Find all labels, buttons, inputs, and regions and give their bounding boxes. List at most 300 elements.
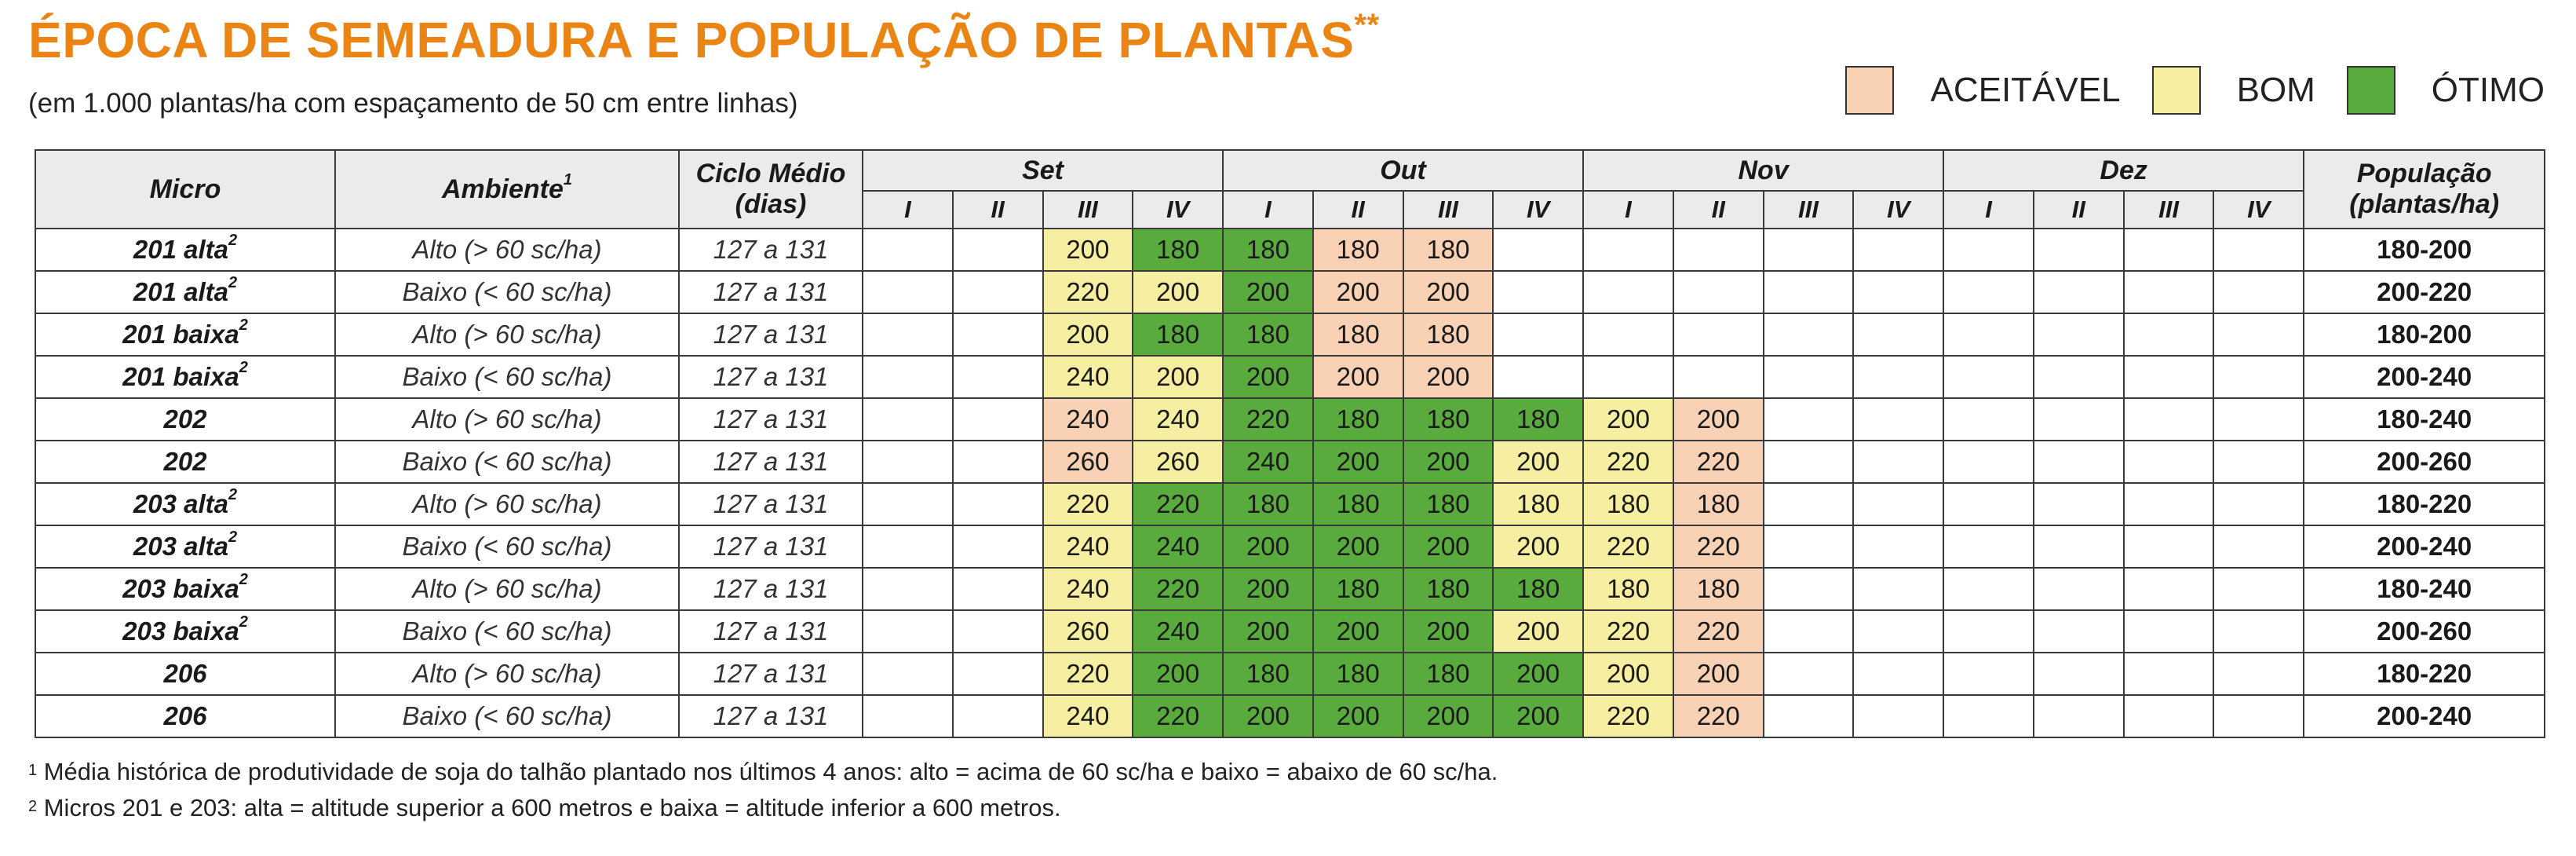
cell-ciclo: 127 a 131	[679, 653, 863, 695]
cell-week-value: 260	[1043, 441, 1133, 483]
header-ciclo-line1: Ciclo Médio	[695, 159, 846, 188]
cell-week-value	[1853, 568, 1943, 610]
cell-week-value	[2213, 568, 2304, 610]
cell-populacao: 200-260	[2304, 441, 2545, 483]
cell-week-value: 200	[1403, 525, 1494, 568]
header-week: I	[1583, 191, 1673, 229]
legend-label-aceitavel: ACEITÁVEL	[1930, 71, 2121, 109]
legend-item-bom	[2152, 66, 2315, 115]
header-week: I	[1223, 191, 1313, 229]
cell-week-value	[1943, 313, 2034, 356]
cell-week-value	[1853, 610, 1943, 653]
cell-micro-text: 201 baixa	[122, 362, 239, 391]
cell-week-value	[1943, 483, 2034, 525]
cell-ciclo: 127 a 131	[679, 525, 863, 568]
cell-week-value	[2124, 483, 2214, 525]
header-week: II	[1313, 191, 1403, 229]
cell-week-value	[2034, 568, 2124, 610]
cell-week-value: 180	[1223, 229, 1313, 271]
header-pop-line2: (plantas/ha)	[2349, 189, 2500, 219]
cell-micro-text: 203 alta	[133, 532, 228, 561]
cell-week-value	[1943, 229, 2034, 271]
cell-week-value	[1764, 525, 1854, 568]
cell-ambiente: Baixo (< 60 sc/ha)	[335, 441, 679, 483]
cell-week-value	[863, 695, 953, 737]
cell-micro-text: 206	[163, 701, 207, 730]
header-ciclo	[679, 150, 863, 229]
sowing-table	[35, 149, 2545, 738]
cell-week-value	[1673, 313, 1764, 356]
cell-week-value	[953, 610, 1043, 653]
cell-week-value: 200	[1133, 653, 1223, 695]
cell-week-value: 220	[1223, 398, 1313, 441]
title-footnote-mark: **	[1354, 8, 1380, 42]
cell-week-value: 200	[1313, 441, 1403, 483]
cell-week-value	[1853, 483, 1943, 525]
cell-week-value	[863, 229, 953, 271]
cell-micro	[35, 229, 335, 271]
cell-week-value: 200	[1133, 271, 1223, 313]
cell-week-value	[1853, 356, 1943, 398]
cell-populacao: 200-240	[2304, 695, 2545, 737]
cell-populacao: 180-220	[2304, 653, 2545, 695]
legend-swatch-otimo	[2347, 66, 2395, 115]
cell-week-value: 200	[1493, 610, 1583, 653]
header-week: I	[1943, 191, 2034, 229]
cell-week-value: 180	[1403, 483, 1494, 525]
cell-week-value: 200	[1313, 610, 1403, 653]
cell-week-value: 200	[1493, 695, 1583, 737]
cell-micro-text: 203 baixa	[122, 616, 239, 646]
header-week: IV	[2213, 191, 2304, 229]
cell-week-value	[2213, 441, 2304, 483]
header-ambiente-text: Ambiente	[441, 174, 564, 204]
cell-week-value: 240	[1043, 525, 1133, 568]
cell-week-value: 180	[1223, 483, 1313, 525]
cell-week-value: 180	[1133, 229, 1223, 271]
cell-week-value	[1853, 441, 1943, 483]
footnote-1-mark: 1	[28, 762, 38, 779]
cell-week-value	[1943, 568, 2034, 610]
cell-micro-sup: 2	[228, 486, 238, 503]
cell-micro	[35, 398, 335, 441]
cell-micro-sup: 2	[239, 316, 248, 334]
cell-populacao: 180-240	[2304, 398, 2545, 441]
table-row	[35, 483, 2545, 525]
cell-week-value	[1764, 229, 1854, 271]
cell-week-value: 200	[1223, 610, 1313, 653]
cell-week-value	[1853, 525, 1943, 568]
cell-populacao: 180-240	[2304, 568, 2545, 610]
cell-week-value	[1493, 271, 1583, 313]
cell-week-value: 200	[1133, 356, 1223, 398]
cell-week-value	[1853, 229, 1943, 271]
cell-week-value	[2124, 313, 2214, 356]
cell-week-value	[1583, 271, 1673, 313]
cell-ambiente: Baixo (< 60 sc/ha)	[335, 356, 679, 398]
cell-week-value	[1943, 695, 2034, 737]
cell-micro-text: 202	[163, 404, 207, 433]
cell-week-value	[2034, 271, 2124, 313]
cell-populacao: 200-240	[2304, 525, 2545, 568]
cell-week-value	[2124, 653, 2214, 695]
cell-micro	[35, 525, 335, 568]
cell-ciclo: 127 a 131	[679, 271, 863, 313]
cell-week-value	[2124, 356, 2214, 398]
cell-week-value	[1764, 483, 1854, 525]
cell-week-value: 180	[1223, 653, 1313, 695]
cell-week-value	[1764, 610, 1854, 653]
cell-ciclo: 127 a 131	[679, 483, 863, 525]
cell-week-value	[863, 568, 953, 610]
cell-ciclo: 127 a 131	[679, 229, 863, 271]
cell-week-value	[953, 356, 1043, 398]
footnote-2-text: Micros 201 e 203: alta = altitude superior a 600 metros e baixa = altitude inferior a 600 metros.	[37, 794, 1061, 821]
header-week: II	[2034, 191, 2124, 229]
cell-week-value	[1583, 229, 1673, 271]
cell-week-value	[1943, 271, 2034, 313]
legend-swatch-aceitavel	[1845, 66, 1894, 115]
cell-week-value	[1493, 229, 1583, 271]
cell-week-value: 180	[1313, 483, 1403, 525]
cell-ciclo: 127 a 131	[679, 441, 863, 483]
cell-week-value: 220	[1043, 653, 1133, 695]
cell-week-value: 220	[1043, 271, 1133, 313]
legend-label-bom: BOM	[2236, 71, 2315, 109]
cell-week-value	[1764, 695, 1854, 737]
cell-week-value: 200	[1493, 525, 1583, 568]
cell-populacao: 180-220	[2304, 483, 2545, 525]
cell-week-value: 200	[1403, 441, 1494, 483]
cell-week-value	[953, 313, 1043, 356]
cell-week-value	[1493, 313, 1583, 356]
cell-week-value	[2034, 610, 2124, 653]
cell-week-value	[2034, 525, 2124, 568]
cell-micro-sup: 2	[239, 571, 248, 588]
cell-week-value: 200	[1403, 356, 1494, 398]
header-week: IV	[1133, 191, 1223, 229]
table-row	[35, 610, 2545, 653]
cell-week-value: 180	[1583, 568, 1673, 610]
cell-week-value	[2213, 398, 2304, 441]
cell-micro	[35, 695, 335, 737]
cell-week-value: 240	[1043, 568, 1133, 610]
footnotes	[28, 754, 1498, 826]
cell-ciclo: 127 a 131	[679, 313, 863, 356]
cell-week-value: 220	[1043, 483, 1133, 525]
cell-week-value: 180	[1583, 483, 1673, 525]
cell-week-value	[863, 610, 953, 653]
cell-ambiente: Alto (> 60 sc/ha)	[335, 483, 679, 525]
cell-week-value	[863, 271, 953, 313]
cell-week-value	[1853, 271, 1943, 313]
cell-week-value: 200	[1493, 441, 1583, 483]
cell-week-value: 200	[1313, 525, 1403, 568]
cell-week-value: 240	[1043, 356, 1133, 398]
cell-week-value: 220	[1673, 695, 1764, 737]
footnote-1-text: Média histórica de produtividade de soja do talhão plantado nos últimos 4 anos: alto = acima de 60 sc/ha e baixo = abaixo de 60 sc/ha.	[37, 758, 1498, 785]
cell-micro-text: 201 alta	[133, 235, 228, 264]
cell-week-value: 180	[1403, 653, 1494, 695]
cell-week-value	[2124, 398, 2214, 441]
header-month-nov: Nov	[1583, 150, 1943, 191]
cell-week-value	[1853, 398, 1943, 441]
cell-week-value: 220	[1133, 695, 1223, 737]
cell-week-value	[953, 525, 1043, 568]
cell-week-value	[2034, 313, 2124, 356]
cell-week-value	[2034, 483, 2124, 525]
cell-week-value: 180	[1133, 313, 1223, 356]
cell-week-value	[2124, 229, 2214, 271]
cell-week-value	[1943, 610, 2034, 653]
cell-ambiente: Baixo (< 60 sc/ha)	[335, 610, 679, 653]
header-populacao	[2304, 150, 2545, 229]
header-week: II	[953, 191, 1043, 229]
cell-week-value	[2213, 525, 2304, 568]
header-month-set: Set	[863, 150, 1223, 191]
table-body	[35, 229, 2545, 737]
cell-micro	[35, 653, 335, 695]
cell-week-value: 200	[1223, 568, 1313, 610]
cell-week-value	[863, 441, 953, 483]
cell-week-value	[863, 483, 953, 525]
cell-week-value	[863, 356, 953, 398]
cell-week-value	[1764, 398, 1854, 441]
table-row	[35, 568, 2545, 610]
cell-week-value: 240	[1133, 398, 1223, 441]
cell-week-value	[2213, 313, 2304, 356]
cell-week-value	[1764, 271, 1854, 313]
cell-ambiente: Baixo (< 60 sc/ha)	[335, 525, 679, 568]
table-row	[35, 653, 2545, 695]
header-ambiente-sup: 1	[563, 170, 573, 188]
cell-micro	[35, 271, 335, 313]
cell-week-value	[1943, 356, 2034, 398]
page-title-text: ÉPOCA DE SEMEADURA E POPULAÇÃO DE PLANTAS	[28, 12, 1355, 68]
cell-micro-sup: 2	[228, 232, 238, 249]
header-week: III	[1764, 191, 1854, 229]
header-pop-line1: População	[2356, 159, 2492, 188]
cell-week-value: 180	[1403, 313, 1494, 356]
cell-week-value: 200	[1223, 356, 1313, 398]
cell-micro-text: 201 alta	[133, 277, 228, 306]
cell-week-value	[2124, 695, 2214, 737]
cell-week-value	[1583, 313, 1673, 356]
cell-week-value: 180	[1493, 568, 1583, 610]
cell-week-value	[863, 653, 953, 695]
cell-week-value: 220	[1673, 610, 1764, 653]
cell-week-value: 180	[1313, 653, 1403, 695]
cell-week-value: 180	[1403, 398, 1494, 441]
cell-week-value: 180	[1493, 398, 1583, 441]
cell-micro-text: 203 alta	[133, 489, 228, 518]
header-week: I	[863, 191, 953, 229]
cell-week-value: 220	[1583, 441, 1673, 483]
cell-week-value	[2213, 695, 2304, 737]
cell-ambiente: Baixo (< 60 sc/ha)	[335, 695, 679, 737]
cell-week-value: 220	[1133, 483, 1223, 525]
cell-week-value	[2213, 653, 2304, 695]
cell-week-value	[863, 525, 953, 568]
cell-micro-text: 206	[163, 659, 207, 688]
header-ambiente	[335, 150, 679, 229]
cell-populacao: 180-200	[2304, 229, 2545, 271]
cell-micro	[35, 356, 335, 398]
cell-week-value: 200	[1403, 271, 1494, 313]
cell-week-value: 200	[1583, 653, 1673, 695]
cell-ciclo: 127 a 131	[679, 568, 863, 610]
cell-ambiente: Alto (> 60 sc/ha)	[335, 229, 679, 271]
table-row	[35, 525, 2545, 568]
cell-week-value	[2034, 653, 2124, 695]
cell-week-value: 260	[1133, 441, 1223, 483]
footnote-1	[28, 754, 1498, 790]
legend	[1814, 66, 2545, 115]
cell-week-value: 180	[1313, 568, 1403, 610]
cell-week-value	[953, 398, 1043, 441]
table-row	[35, 313, 2545, 356]
cell-ambiente: Alto (> 60 sc/ha)	[335, 398, 679, 441]
cell-micro-text: 203 baixa	[122, 574, 239, 603]
page-title	[28, 8, 1380, 69]
cell-week-value: 260	[1043, 610, 1133, 653]
cell-week-value	[953, 271, 1043, 313]
header-week: III	[1043, 191, 1133, 229]
cell-week-value	[1673, 271, 1764, 313]
cell-week-value	[1764, 356, 1854, 398]
cell-ambiente: Alto (> 60 sc/ha)	[335, 653, 679, 695]
cell-week-value	[2213, 610, 2304, 653]
cell-week-value	[1673, 356, 1764, 398]
cell-week-value	[2124, 610, 2214, 653]
cell-week-value: 200	[1043, 229, 1133, 271]
table-row	[35, 271, 2545, 313]
cell-week-value	[1943, 441, 2034, 483]
footnote-2	[28, 790, 1498, 826]
cell-week-value	[953, 568, 1043, 610]
cell-ciclo: 127 a 131	[679, 356, 863, 398]
header-week: II	[1673, 191, 1764, 229]
cell-ciclo: 127 a 131	[679, 610, 863, 653]
footnote-2-mark: 2	[28, 798, 38, 815]
cell-ciclo: 127 a 131	[679, 398, 863, 441]
cell-week-value	[2213, 356, 2304, 398]
cell-week-value: 180	[1223, 313, 1313, 356]
cell-week-value	[953, 695, 1043, 737]
cell-week-value	[953, 483, 1043, 525]
cell-micro-sup: 2	[239, 613, 248, 631]
header-week: III	[1403, 191, 1494, 229]
header-month-out: Out	[1223, 150, 1583, 191]
cell-week-value: 200	[1403, 610, 1494, 653]
cell-week-value	[1943, 525, 2034, 568]
cell-week-value	[953, 229, 1043, 271]
cell-week-value: 200	[1223, 271, 1313, 313]
cell-week-value: 200	[1313, 695, 1403, 737]
cell-week-value	[2124, 271, 2214, 313]
header-month-dez: Dez	[1943, 150, 2304, 191]
cell-week-value	[1943, 398, 2034, 441]
cell-week-value	[1764, 441, 1854, 483]
cell-week-value	[953, 653, 1043, 695]
cell-week-value	[1764, 568, 1854, 610]
header-week: IV	[1493, 191, 1583, 229]
header-week: III	[2124, 191, 2214, 229]
cell-ambiente: Alto (> 60 sc/ha)	[335, 313, 679, 356]
cell-week-value: 180	[1673, 483, 1764, 525]
cell-week-value: 220	[1583, 525, 1673, 568]
cell-populacao: 200-260	[2304, 610, 2545, 653]
cell-week-value: 180	[1673, 568, 1764, 610]
cell-micro-sup: 2	[239, 359, 248, 376]
cell-week-value: 220	[1583, 610, 1673, 653]
cell-week-value: 180	[1493, 483, 1583, 525]
cell-week-value	[1943, 653, 2034, 695]
cell-ciclo: 127 a 131	[679, 695, 863, 737]
cell-week-value: 180	[1313, 313, 1403, 356]
cell-micro-text: 202	[163, 447, 207, 476]
cell-ambiente: Alto (> 60 sc/ha)	[335, 568, 679, 610]
cell-week-value: 240	[1043, 398, 1133, 441]
cell-ambiente: Baixo (< 60 sc/ha)	[335, 271, 679, 313]
cell-week-value: 240	[1043, 695, 1133, 737]
cell-week-value: 180	[1403, 568, 1494, 610]
cell-week-value	[863, 398, 953, 441]
cell-week-value: 240	[1133, 525, 1223, 568]
cell-week-value: 180	[1403, 229, 1494, 271]
cell-week-value	[1853, 313, 1943, 356]
cell-week-value: 220	[1673, 441, 1764, 483]
cell-week-value	[1853, 653, 1943, 695]
cell-week-value	[2213, 229, 2304, 271]
cell-week-value: 200	[1223, 695, 1313, 737]
cell-week-value: 200	[1673, 653, 1764, 695]
cell-populacao: 180-200	[2304, 313, 2545, 356]
cell-week-value	[2213, 271, 2304, 313]
cell-populacao: 200-220	[2304, 271, 2545, 313]
cell-week-value: 200	[1043, 313, 1133, 356]
cell-week-value: 220	[1673, 525, 1764, 568]
cell-week-value: 200	[1223, 525, 1313, 568]
table-row	[35, 356, 2545, 398]
cell-micro	[35, 441, 335, 483]
cell-week-value	[2034, 398, 2124, 441]
cell-week-value	[1673, 229, 1764, 271]
legend-item-otimo	[2347, 66, 2545, 115]
cell-micro	[35, 568, 335, 610]
cell-micro	[35, 610, 335, 653]
page-subtitle: (em 1.000 plantas/ha com espaçamento de 50 cm entre linhas)	[28, 88, 798, 119]
header-ciclo-line2: (dias)	[735, 189, 807, 219]
cell-week-value	[1583, 356, 1673, 398]
cell-week-value	[2034, 229, 2124, 271]
cell-week-value: 200	[1493, 653, 1583, 695]
cell-week-value	[2213, 483, 2304, 525]
cell-week-value: 240	[1133, 610, 1223, 653]
cell-week-value	[953, 441, 1043, 483]
cell-week-value: 200	[1583, 398, 1673, 441]
legend-label-otimo: ÓTIMO	[2431, 71, 2545, 109]
cell-micro	[35, 313, 335, 356]
cell-micro	[35, 483, 335, 525]
legend-item-aceitavel	[1845, 66, 2120, 115]
table-row	[35, 229, 2545, 271]
cell-week-value: 200	[1313, 271, 1403, 313]
header-week: IV	[1853, 191, 1943, 229]
table-row	[35, 398, 2545, 441]
cell-week-value	[2034, 441, 2124, 483]
cell-week-value	[2034, 356, 2124, 398]
